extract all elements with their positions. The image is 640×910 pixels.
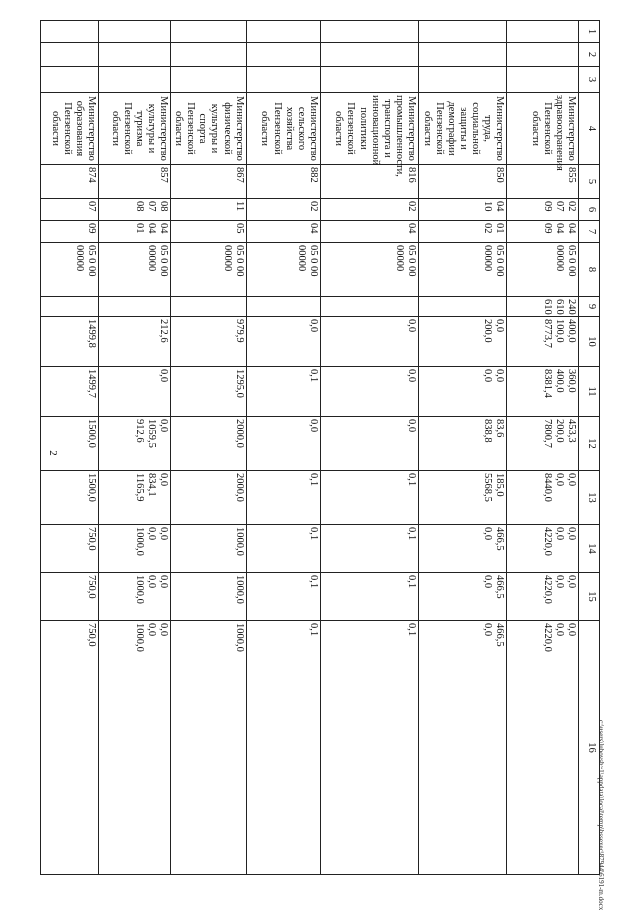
cell-line: Пензенской [433,102,445,155]
cell-line: транспорта и [381,99,393,158]
cell-line: труда, социальной [469,102,493,155]
table-cell [246,317,320,367]
table-cell [246,471,320,525]
table-cell [99,573,171,621]
table-cell [320,67,418,93]
cell-line: 4220,0 [541,527,553,556]
header-row [578,21,599,875]
cell-line: 04 [565,223,577,234]
cell-line: 838,8 [481,419,493,443]
column-number-header: 1 [578,21,599,43]
cell-line: 04 [405,223,417,234]
cell-line: 00000 [146,245,158,272]
rotated-table-container [40,20,600,875]
table-cell [171,367,246,417]
table-cell [418,471,506,525]
cell-line: 0,0 [307,419,319,433]
table-cell [246,525,320,573]
cell-line: Министерство [86,96,98,161]
column-number-header: 13 [578,471,599,525]
table-cell [246,417,320,471]
table-cell [418,221,506,243]
table-cell [41,221,99,243]
table-cell [320,43,418,67]
table-cell [41,317,99,367]
cell-line: 453,3 [565,419,577,443]
cell-line: 00000 [553,245,565,272]
table-cell [171,471,246,525]
table-cell [41,367,99,417]
table-cell [320,243,418,297]
table-cell [99,297,171,317]
cell-line: 07 [146,201,158,212]
cell-line: 02 [307,201,319,212]
cell-line: 0,0 [565,527,577,541]
cell-line: 02 [565,201,577,212]
table-cell [418,573,506,621]
table-cell [246,367,320,417]
table-cell [320,525,418,573]
table-cell [418,297,506,317]
cell-line: 1059,5 [146,419,158,448]
table-cell [506,43,578,67]
table-cell [506,621,578,875]
cell-line: политики [357,107,369,150]
table-cell [41,621,99,875]
table-cell [418,417,506,471]
table-cell [99,621,171,875]
cell-line: 1000,0 [134,575,146,604]
cell-line: 05 0 00 [493,245,505,277]
cell-line: 4220,0 [541,623,553,652]
cell-line: 0,0 [565,623,577,637]
table-cell [41,471,99,525]
cell-line: области [333,110,345,147]
cell-line: 02 [405,201,417,212]
cell-line: 750,0 [86,623,98,647]
table-cell [99,471,171,525]
cell-line: 05 0 00 [158,245,170,277]
table-cell [246,21,320,43]
cell-line: 05 0 00 [233,245,245,277]
cell-line: 8773,7 [541,319,553,348]
table-cell: 816 [320,165,418,199]
cell-line: 4220,0 [541,575,553,604]
cell-line: 10 [481,201,493,212]
table-cell [41,417,99,471]
table-cell [99,43,171,67]
cell-line: 400,0 [553,369,565,393]
cell-line: Министерство [307,96,319,161]
cell-line: 466,5 [493,527,505,551]
cell-line: 0,0 [158,623,170,637]
cell-line: области [109,110,121,147]
table-cell [418,621,506,875]
table-cell [320,221,418,243]
cell-line: 0,1 [405,527,417,541]
cell-line: культуры и [146,103,158,154]
table-body [41,21,600,875]
table-cell [246,221,320,243]
cell-line: культуры и спорта [197,103,221,154]
table-cell [418,21,506,43]
cell-line: 00000 [393,245,405,272]
table-cell [418,43,506,67]
cell-line: 0,0 [553,473,565,487]
cell-line: 400,0 [565,319,577,343]
table-row [246,21,320,875]
table-cell [99,367,171,417]
table-cell [99,417,171,471]
table-cell [246,621,320,875]
cell-line: 0,0 [146,575,158,589]
cell-line: области [49,110,61,147]
ministry-name-cell [506,93,578,171]
cell-line: 212,6 [158,319,170,343]
cell-line: Министерство [405,96,417,161]
table-cell [171,221,246,243]
table-cell [320,367,418,417]
table-cell [41,21,99,43]
column-number-header: 5 [578,165,599,199]
table-cell [418,525,506,573]
cell-line: туризма [134,110,146,147]
table-cell [171,317,246,367]
cell-line: 01 [134,223,146,234]
column-number-header: 9 [578,297,599,317]
cell-line: 979,9 [233,319,245,343]
column-number-header: 7 [578,221,599,243]
cell-line: 0,0 [481,369,493,383]
cell-line: 11 [233,201,245,212]
cell-line: 0,0 [158,473,170,487]
cell-line: 00000 [295,245,307,272]
table-row [320,21,418,875]
cell-line: 0,0 [553,575,565,589]
cell-line: 0,0 [405,419,417,433]
cell-line: 2000,0 [233,419,245,448]
table-cell [99,67,171,93]
cell-line: здравоохранения [553,95,565,171]
table-cell [246,43,320,67]
table-cell [99,317,171,367]
cell-line: 1499,8 [86,319,98,348]
cell-line: области [259,110,271,147]
column-number-header: 12 [578,417,599,471]
table-cell [320,317,418,367]
table-cell [320,199,418,221]
table-cell [171,43,246,67]
table-cell [246,573,320,621]
cell-line: 912,6 [134,419,146,443]
table-cell: 850 [418,165,506,199]
cell-line: Пензенской [541,102,553,155]
cell-line: 0,0 [481,527,493,541]
cell-line: 04 [158,223,170,234]
table-cell [418,243,506,297]
cell-line: 100,0 [553,319,565,343]
cell-line: 1500,0 [86,419,98,448]
cell-line: Пензенской [121,102,133,155]
budget-table [40,20,600,875]
ministry-name-cell [418,93,506,165]
cell-line: 0,0 [553,527,565,541]
cell-line: 1000,0 [233,623,245,652]
column-number-header: 15 [578,573,599,621]
cell-line: физической [221,102,233,155]
cell-line: 466,5 [493,575,505,599]
cell-line: 0,1 [307,623,319,637]
table-cell [320,297,418,317]
cell-line: 0,0 [493,319,505,333]
cell-line: 1000,0 [134,623,146,652]
table-cell [506,317,578,367]
cell-line: 2000,0 [233,473,245,502]
table-cell [171,297,246,317]
cell-line: 0,1 [405,575,417,589]
cell-line: 466,5 [493,623,505,647]
cell-line: 8381,4 [541,369,553,398]
table-cell [506,297,578,317]
table-cell [171,199,246,221]
table-cell [418,367,506,417]
cell-line: 200,0 [553,419,565,443]
table-cell [171,243,246,297]
cell-line: 09 [86,223,98,234]
table-cell [171,21,246,43]
cell-line: 09 [541,223,553,234]
table-cell: 867 [171,165,246,199]
cell-line: 04 [146,223,158,234]
cell-line: Министерство [493,96,505,161]
column-number-header: 14 [578,525,599,573]
cell-line: 0,1 [405,473,417,487]
cell-line: 04 [493,201,505,212]
cell-line: 0,0 [158,419,170,433]
cell-line: 0,0 [158,527,170,541]
cell-line: 0,0 [565,575,577,589]
cell-line: 1165,9 [134,473,146,502]
cell-line: 09 [541,201,553,212]
cell-line: 04 [307,223,319,234]
cell-line: 0,1 [307,575,319,589]
table-cell [171,621,246,875]
table-cell [99,221,171,243]
table-cell [506,221,578,243]
table-cell [506,417,578,471]
cell-line: демографии [445,101,457,156]
cell-line: 05 0 00 [405,245,417,277]
cell-line: 08 [134,201,146,212]
column-number-header: 16 [578,621,599,875]
cell-line: 00000 [221,245,233,272]
table-cell [41,43,99,67]
table-cell [320,573,418,621]
cell-line: области [421,110,433,147]
cell-line: 0,1 [405,623,417,637]
cell-line: 1000,0 [233,527,245,556]
cell-line: 240 [565,299,577,315]
column-number-header: 3 [578,67,599,93]
table-cell [171,417,246,471]
cell-line: 1000,0 [134,527,146,556]
cell-line: сельского [295,106,307,151]
cell-line: 0,0 [553,623,565,637]
cell-line: хозяйства [283,106,295,151]
cell-line: 0,1 [307,527,319,541]
cell-line: 0,1 [307,473,319,487]
table-cell [506,21,578,43]
cell-line: 750,0 [86,527,98,551]
cell-line: 610 [541,299,553,315]
cell-line: 08 [158,201,170,212]
table-cell [41,243,99,297]
table-cell: 857 [99,165,171,199]
cell-line: 05 0 00 [307,245,319,277]
cell-line: области [529,110,541,147]
table-row [506,21,578,875]
table-cell [99,199,171,221]
table-cell [320,21,418,43]
table-row [171,21,246,875]
cell-line: Пензенской [271,102,283,155]
cell-line: 610 [553,299,565,315]
cell-line: 200,0 [481,319,493,343]
cell-line: 04 [553,223,565,234]
cell-line: 0,1 [307,369,319,383]
cell-line: 185,0 [493,473,505,497]
cell-line: Пензенской [61,102,73,155]
cell-line: 0,0 [146,623,158,637]
cell-line: Пензенской [345,102,357,155]
cell-line: 0,0 [158,369,170,383]
ministry-name-cell [99,93,171,165]
cell-line: области [173,110,185,147]
table-cell [41,573,99,621]
table-cell [418,317,506,367]
table-cell [506,525,578,573]
table-cell [99,21,171,43]
column-number-header: 8 [578,243,599,297]
table-cell [506,67,578,93]
cell-line: 1000,0 [233,575,245,604]
cell-line: 07 [553,201,565,212]
table-cell [418,67,506,93]
table-cell [246,199,320,221]
cell-line: 8440,0 [541,473,553,502]
table-cell [99,525,171,573]
cell-line: 05 [233,223,245,234]
table-cell [506,199,578,221]
cell-line: 02 [481,223,493,234]
cell-line: 83,6 [493,419,505,438]
cell-line: 360,0 [565,369,577,393]
cell-line: образования [74,100,86,157]
column-number-header: 2 [578,43,599,67]
cell-line: 750,0 [86,575,98,599]
column-number-header: 6 [578,199,599,221]
cell-line: 0,0 [307,319,319,333]
cell-line: 0,0 [405,369,417,383]
cell-line: 0,0 [493,369,505,383]
table-cell [506,367,578,417]
file-path-footer: c:\users\lubovsh~1\appdata\local\temp\bssexec\87944\6191-m.docx [597,720,605,910]
table-row [418,21,506,875]
cell-line: 7800,7 [541,419,553,448]
cell-line: 1295,0 [233,369,245,398]
column-number-header: 4 [578,93,599,165]
table-cell: 882 [246,165,320,199]
table-cell [41,199,99,221]
table-cell [320,621,418,875]
cell-line: Пензенской [185,102,197,155]
cell-line: 1499,7 [86,369,98,398]
ministry-name-cell [171,93,246,165]
table-cell [506,471,578,525]
cell-line: 00000 [481,245,493,272]
cell-line: 0,0 [481,575,493,589]
table-cell [418,199,506,221]
cell-line: 0,0 [481,623,493,637]
cell-line: 01 [493,223,505,234]
cell-line: защиты и [457,107,469,150]
page-number: 2 [46,450,59,456]
cell-line: 00000 [74,245,86,272]
cell-line: 5568,5 [481,473,493,502]
table-cell [246,297,320,317]
cell-line: 1500,0 [86,473,98,502]
cell-line: инновационной [369,95,381,166]
table-cell [320,417,418,471]
cell-line: 07 [86,201,98,212]
table-row [99,21,171,875]
cell-line: 0,0 [565,473,577,487]
table-cell [41,525,99,573]
table-cell [506,573,578,621]
cell-line: 834,1 [146,473,158,497]
ministry-name-cell [41,93,99,165]
cell-line: Министерство [565,96,577,161]
cell-line: 0,0 [158,575,170,589]
table-cell [99,243,171,297]
cell-line: 05 0 00 [86,245,98,277]
table-row [41,21,99,875]
column-number-header: 10 [578,317,599,367]
table-cell [246,67,320,93]
cell-line: Министерство [233,96,245,161]
cell-line: 0,0 [146,527,158,541]
table-cell [320,471,418,525]
table-cell [171,67,246,93]
cell-line: Министерство [158,96,170,161]
cell-line: 05 0 00 [565,245,577,277]
table-cell [41,67,99,93]
table-cell [506,243,578,297]
cell-line: 0,0 [405,319,417,333]
cell-line: промышленности, [393,95,405,177]
table-cell [171,525,246,573]
table-cell: 874 [41,165,99,199]
table-cell: 855 [506,165,578,199]
table-cell [41,297,99,317]
table-cell [246,243,320,297]
column-number-header: 11 [578,367,599,417]
table-cell [171,573,246,621]
ministry-name-cell [246,93,320,165]
